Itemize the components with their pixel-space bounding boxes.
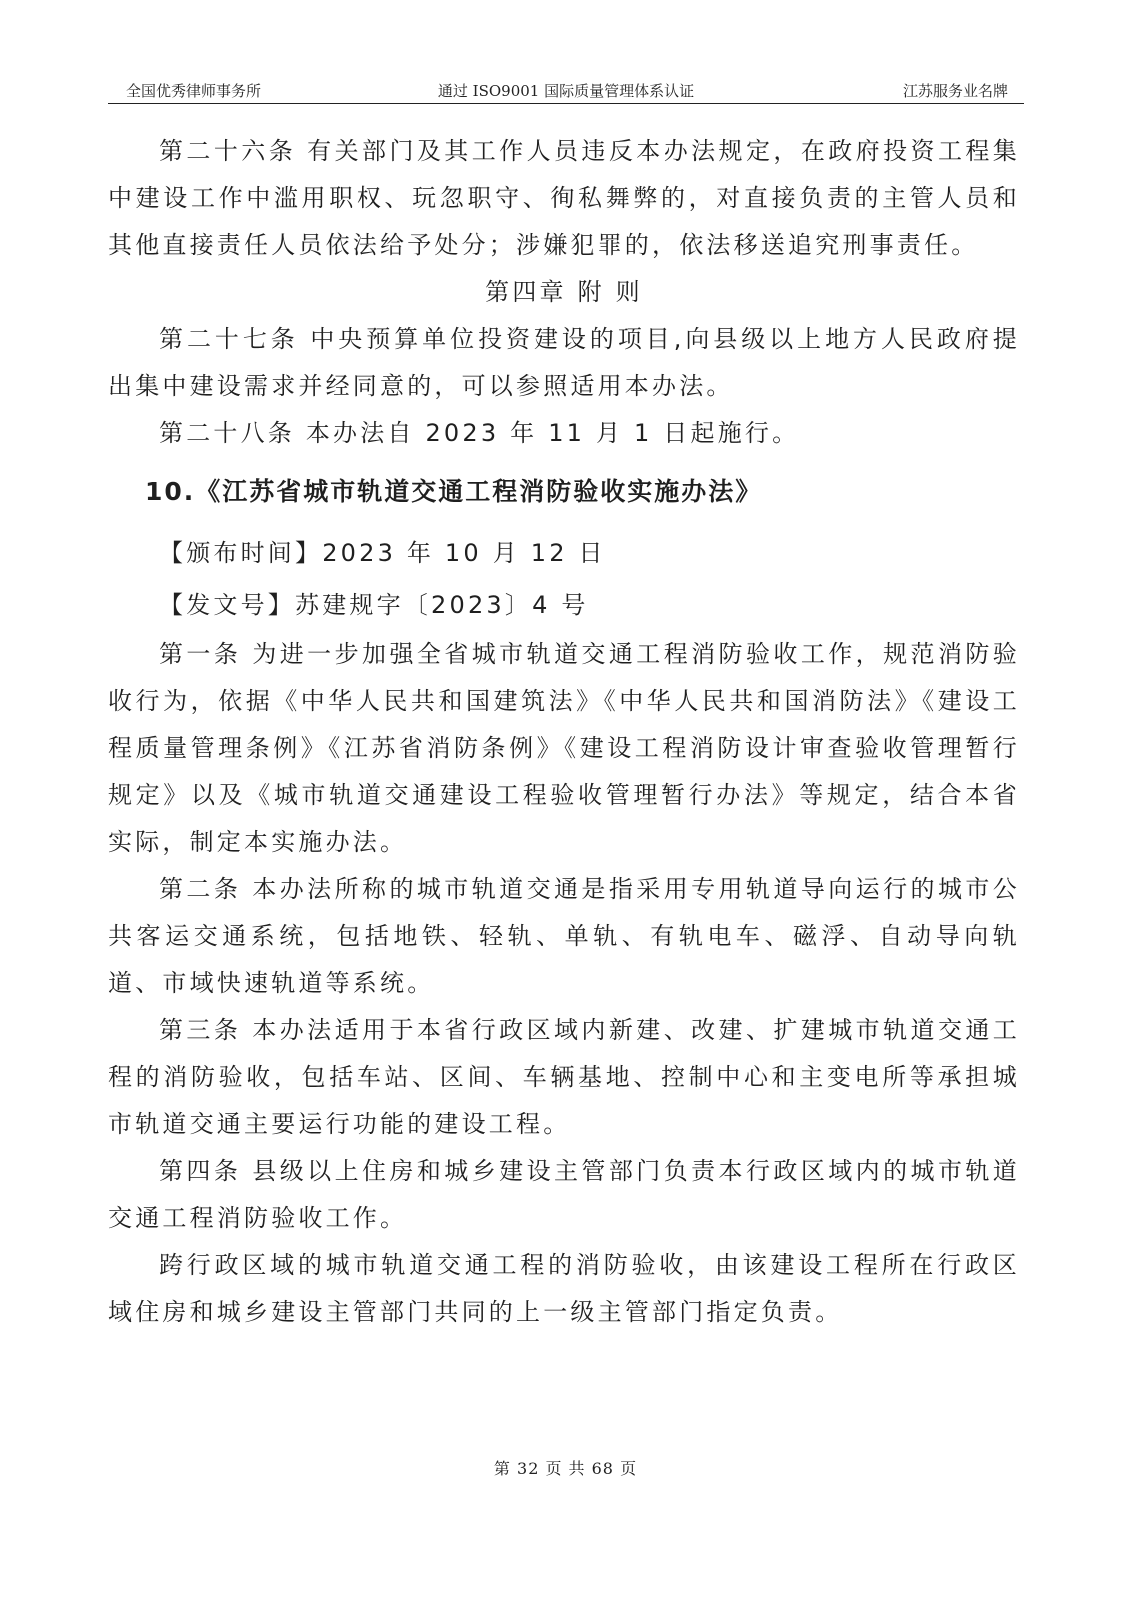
article-26: 第二十六条 有关部门及其工作人员违反本办法规定，在政府投资工程集中建设工作中滥用职权、玩忽职守、徇私舞弊的，对直接负责的主管人员和其他直接责任人员依法给予处分；涉嫌犯罪的，依法移送追究刑事责任。 (108, 137, 1020, 259)
article-28: 第二十八条 本办法自 2023 年 11 月 1 日起施行。 (159, 419, 800, 447)
page-footer: 第 32 页 共 68 页 (493, 1459, 638, 1478)
header-firm-title: 全国优秀律师事务所 (126, 82, 262, 100)
section-title: 10.《江苏省城市轨道交通工程消防验收实施办法》 (145, 477, 763, 506)
section-article-3: 第三条 本办法适用于本省行政区域内新建、改建、扩建城市轨道交通工程的消防验收，包括车站、区间、车辆基地、控制中心和主变电所等承担城市轨道交通主要运行功能的建设工程。 (108, 1016, 1020, 1138)
section-article-1: 第一条 为进一步加强全省城市轨道交通工程消防验收工作，规范消防验收行为，依据《中华人民共和国建筑法》《中华人民共和国消防法》《建设工程质量管理条例》《江苏省消防条例》《建设工程消防设计审查验收管理暂行规定》以及《城市轨道交通建设工程验收管理暂行办法》等规定，结合本省实际，制定本实施办法。 (108, 640, 1020, 856)
section-article-2: 第二条 本办法所称的城市轨道交通是指采用专用轨道导向运行的城市公共客运交通系统，包括地铁、轻轨、单轨、有轨电车、磁浮、自动导向轨道、市域快速轨道等系统。 (108, 875, 1020, 997)
header-divider (108, 103, 1024, 104)
document-number: 【发文号】苏建规字〔2023〕4 号 (159, 591, 589, 619)
section-article-4-paragraph-2: 跨行政区域的城市轨道交通工程的消防验收，由该建设工程所在行政区域住房和城乡建设主管部门共同的上一级主管部门指定负责。 (108, 1251, 1020, 1326)
header-brand: 江苏服务业名牌 (902, 82, 1008, 100)
page-header (108, 74, 1024, 104)
document-body (108, 128, 1020, 1336)
header-certification: 通过 ISO9001 国际质量管理体系认证 (437, 82, 695, 100)
article-27: 第二十七条 中央预算单位投资建设的项目,向县级以上地方人民政府提出集中建设需求并经同意的，可以参照适用本办法。 (108, 325, 1020, 400)
section-article-4: 第四条 县级以上住房和城乡建设主管部门负责本行政区域内的城市轨道交通工程消防验收工作。 (108, 1157, 1020, 1232)
publish-date: 【颁布时间】2023 年 10 月 12 日 (159, 539, 606, 567)
chapter-heading: 第四章 附 则 (485, 278, 643, 306)
